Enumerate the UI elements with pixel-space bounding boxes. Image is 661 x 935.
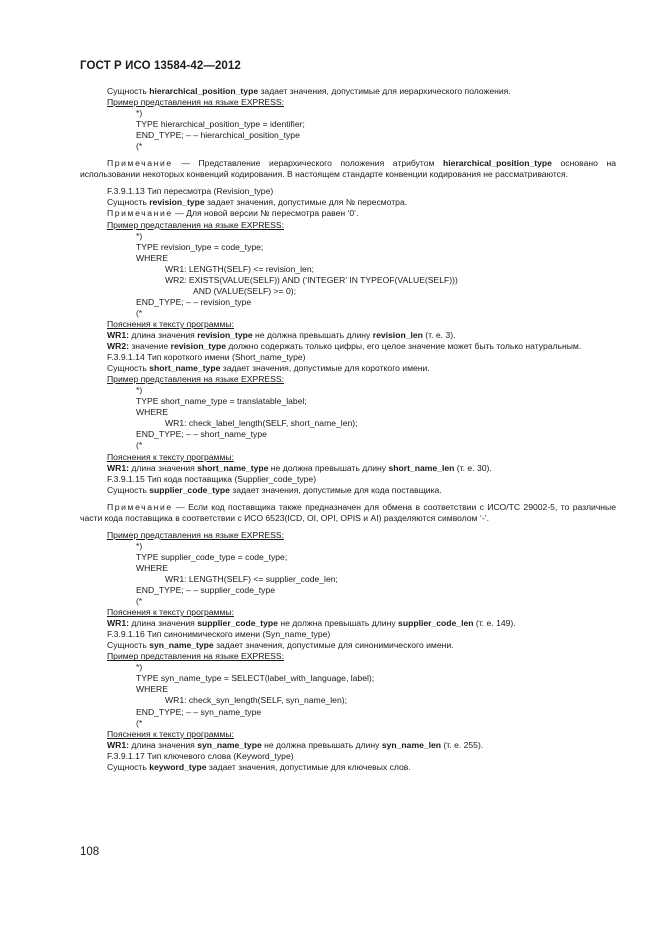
explanations-header: Пояснения к тексту программы:: [107, 318, 234, 329]
entity-definition-line: Сущность hierarchical_position_type задает значения, допустимые для иерархического положения.: [107, 86, 511, 96]
code-line: WR1: check_label_length(SELF, short_name_len);: [165, 418, 358, 429]
code-line: END_TYPE; – – syn_name_type: [136, 706, 262, 717]
explanation-line: WR1: длина значения syn_name_type не должна превышать длину syn_name_len (т. е. 255).: [107, 739, 484, 750]
code-line: (*: [136, 440, 143, 451]
section-heading: F.3.9.1.17 Тип ключевого слова (Keyword_type): [107, 750, 294, 761]
code-line: WR1: LENGTH(SELF) <= revision_len;: [165, 263, 315, 274]
entity-definition-line: Сущность keyword_type задает значения, допустимые для ключевых слов.: [107, 761, 411, 772]
code-line: (*: [136, 307, 143, 318]
code-line: TYPE syn_name_type = SELECT(label_with_language, label);: [136, 673, 375, 684]
explanation-line: WR1: длина значения revision_type не должна превышать длину revision_len (т. е. 3).: [107, 329, 456, 340]
example-header: Пример представления на языке EXPRESS:: [107, 374, 285, 385]
code-line: *): [136, 230, 143, 241]
example-header: Пример представления на языке EXPRESS:: [107, 651, 285, 662]
code-line: *): [136, 385, 143, 396]
code-line: *): [136, 662, 143, 673]
example-header: Пример представления на языке EXPRESS:: [107, 97, 285, 108]
page-number: 108: [80, 846, 100, 858]
code-line: WHERE: [136, 407, 168, 418]
example-header: Пример представления на языке EXPRESS:: [107, 529, 285, 540]
explanation-line: WR1: длина значения short_name_type не должна превышать длину short_name_len (т. е. 30).: [107, 462, 492, 473]
note-line: Примечание — Для новой версии № пересмотра равен ‘0’.: [107, 208, 359, 219]
explanations-header: Пояснения к тексту программы:: [107, 728, 234, 739]
example-header: Пример представления на языке EXPRESS:: [107, 219, 285, 230]
code-line: WR1: check_syn_length(SELF, syn_name_len);: [165, 695, 347, 706]
note-paragraph: Примечание — Представление иерархического положения атрибутом hierarchical_position_type основано на использовании некоторых конвенций кодирования. В настоящем стандарте конвенции кодирования не рассматриваются.: [80, 158, 616, 180]
section-heading: F.3.9.1.14 Тип короткого имени (Short_name_type): [107, 352, 306, 363]
document-header: ГОСТ Р ИСО 13584-42—2012: [80, 60, 241, 72]
code-line: TYPE revision_type = code_type;: [136, 241, 264, 252]
code-line: (*: [136, 717, 143, 728]
entity-definition-line: Сущность revision_type задает значения, допустимые для № пересмотра.: [107, 197, 408, 208]
code-line: WR2: EXISTS(VALUE(SELF)) AND (‘INTEGER’ IN TYPEOF(VALUE(SELF))): [165, 274, 458, 285]
code-line: END_TYPE; – – short_name_type: [136, 429, 267, 440]
explanations-header: Пояснения к тексту программы:: [107, 607, 234, 618]
code-line: END_TYPE; – – revision_type: [136, 296, 252, 307]
entity-definition-line: Сущность short_name_type задает значения, допустимые для короткого имени.: [107, 363, 430, 374]
code-line: (*: [136, 596, 143, 607]
code-line: WHERE: [136, 684, 168, 695]
code-line: WR1: LENGTH(SELF) <= supplier_code_len;: [165, 573, 338, 584]
explanation-line: WR1: длина значения supplier_code_type не должна превышать длину supplier_code_len (т. е. 149).: [107, 618, 516, 629]
code-line: AND (VALUE(SELF) >= 0);: [193, 285, 296, 296]
code-line: *): [136, 108, 143, 119]
entity-definition-line: Сущность supplier_code_type задает значения, допустимые для кода поставщика.: [107, 484, 442, 495]
code-line: WHERE: [136, 562, 168, 573]
code-line: END_TYPE; – – supplier_code_type: [136, 585, 276, 596]
code-line: TYPE hierarchical_position_type = identifier;: [136, 119, 305, 130]
section-heading: F.3.9.1.13 Тип пересмотра (Revision_type): [107, 186, 274, 197]
code-line: (*: [136, 141, 143, 152]
section-heading: F.3.9.1.15 Тип кода поставщика (Supplier_code_type): [107, 473, 317, 484]
entity-definition-line: Сущность syn_name_type задает значения, допустимые для синонимического имени.: [107, 640, 454, 651]
code-line: TYPE supplier_code_type = code_type;: [136, 551, 288, 562]
section-heading: F.3.9.1.16 Тип синонимического имени (Syn_name_type): [107, 629, 331, 640]
explanation-line: WR2: значение revision_type должно содержать только цифры, его целое значение может быть только натуральным.: [107, 341, 582, 352]
code-line: END_TYPE; – – hierarchical_position_type: [136, 130, 300, 141]
code-line: TYPE short_name_type = translatable_label;: [136, 396, 307, 407]
note-paragraph: Примечание — Если код поставщика также предназначен для обмена в соответствии с ИСО/ТС 29002-5, то различные части кода поставщика в соответствии с ИСО 6523(ICD, OI, OPI, OPIS и AI) разделяются символом ‘-’.: [80, 501, 617, 523]
document-body: [80, 86, 616, 773]
code-line: *): [136, 540, 143, 551]
explanations-header: Пояснения к тексту программы:: [107, 451, 234, 462]
code-line: WHERE: [136, 252, 168, 263]
